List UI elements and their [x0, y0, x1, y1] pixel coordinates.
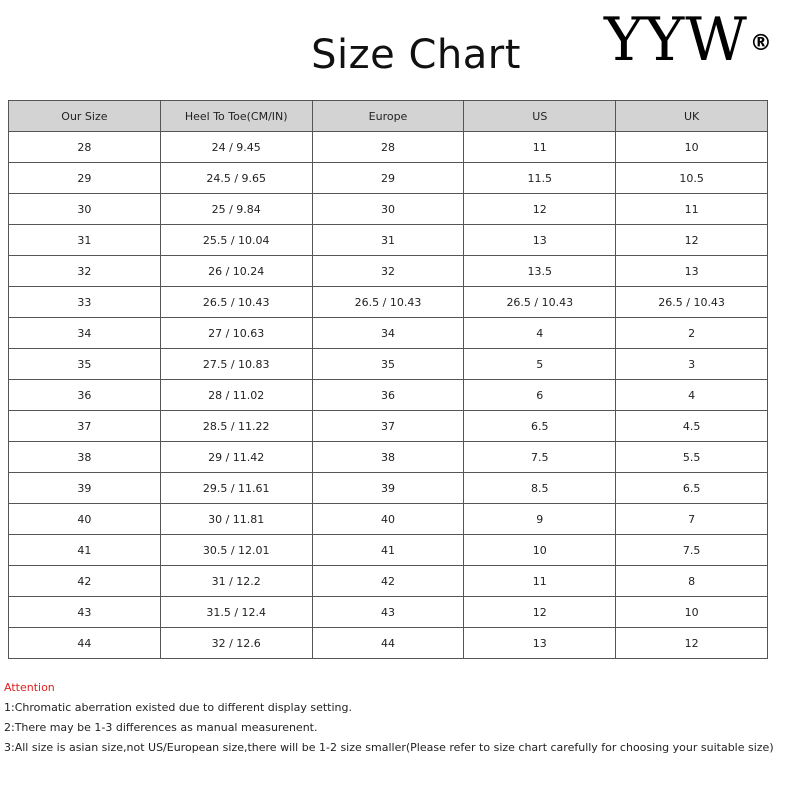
table-row — [9, 318, 768, 349]
cell-us: 10 — [464, 535, 616, 566]
cell-heel-to-toe: 30 / 11.81 — [160, 504, 312, 535]
cell-our-size: 31 — [9, 225, 161, 256]
column-header-europe: Europe — [312, 101, 464, 132]
table-row — [9, 256, 768, 287]
cell-uk: 3 — [616, 349, 768, 380]
table-row — [9, 597, 768, 628]
cell-our-size: 40 — [9, 504, 161, 535]
column-header-us: US — [464, 101, 616, 132]
cell-europe: 44 — [312, 628, 464, 659]
cell-heel-to-toe: 24.5 / 9.65 — [160, 163, 312, 194]
column-header-uk: UK — [616, 101, 768, 132]
column-header-our-size: Our Size — [9, 101, 161, 132]
attention-label: Attention — [4, 681, 55, 694]
cell-us: 12 — [464, 194, 616, 225]
cell-uk: 12 — [616, 225, 768, 256]
table-body — [9, 132, 768, 659]
cell-our-size: 41 — [9, 535, 161, 566]
cell-our-size: 36 — [9, 380, 161, 411]
cell-heel-to-toe: 25 / 9.84 — [160, 194, 312, 225]
cell-our-size: 33 — [9, 287, 161, 318]
cell-uk: 2 — [616, 318, 768, 349]
note-item: 3:All size is asian size,not US/European size,there will be 1-2 size smaller(Please refer to size chart carefully for choosing your suitable size) — [4, 741, 774, 754]
cell-our-size: 43 — [9, 597, 161, 628]
cell-uk: 8 — [616, 566, 768, 597]
cell-our-size: 37 — [9, 411, 161, 442]
cell-us: 6.5 — [464, 411, 616, 442]
cell-europe: 32 — [312, 256, 464, 287]
cell-our-size: 39 — [9, 473, 161, 504]
cell-us: 11 — [464, 566, 616, 597]
cell-europe: 42 — [312, 566, 464, 597]
cell-us: 9 — [464, 504, 616, 535]
cell-heel-to-toe: 30.5 / 12.01 — [160, 535, 312, 566]
cell-heel-to-toe: 26.5 / 10.43 — [160, 287, 312, 318]
cell-europe: 30 — [312, 194, 464, 225]
cell-europe: 38 — [312, 442, 464, 473]
cell-our-size: 34 — [9, 318, 161, 349]
table-row — [9, 349, 768, 380]
cell-europe: 29 — [312, 163, 464, 194]
cell-heel-to-toe: 28 / 11.02 — [160, 380, 312, 411]
cell-uk: 7 — [616, 504, 768, 535]
cell-europe: 35 — [312, 349, 464, 380]
cell-heel-to-toe: 27.5 / 10.83 — [160, 349, 312, 380]
note-item: 1:Chromatic aberration existed due to different display setting. — [4, 701, 352, 714]
table-row — [9, 380, 768, 411]
cell-europe: 36 — [312, 380, 464, 411]
cell-uk: 10 — [616, 132, 768, 163]
cell-europe: 41 — [312, 535, 464, 566]
cell-europe: 37 — [312, 411, 464, 442]
column-header-heel-to-toe: Heel To Toe(CM/IN) — [160, 101, 312, 132]
cell-us: 4 — [464, 318, 616, 349]
cell-uk: 11 — [616, 194, 768, 225]
cell-uk: 6.5 — [616, 473, 768, 504]
cell-europe: 43 — [312, 597, 464, 628]
cell-uk: 4 — [616, 380, 768, 411]
cell-uk: 10 — [616, 597, 768, 628]
cell-us: 13.5 — [464, 256, 616, 287]
cell-uk: 5.5 — [616, 442, 768, 473]
cell-europe: 40 — [312, 504, 464, 535]
cell-uk: 4.5 — [616, 411, 768, 442]
table-row — [9, 535, 768, 566]
cell-uk: 10.5 — [616, 163, 768, 194]
page-title: Size Chart — [311, 32, 521, 78]
cell-uk: 12 — [616, 628, 768, 659]
cell-heel-to-toe: 32 / 12.6 — [160, 628, 312, 659]
cell-our-size: 30 — [9, 194, 161, 225]
table-row — [9, 163, 768, 194]
note-item: 2:There may be 1-3 differences as manual measurenent. — [4, 721, 318, 734]
cell-uk: 7.5 — [616, 535, 768, 566]
cell-our-size: 32 — [9, 256, 161, 287]
cell-heel-to-toe: 26 / 10.24 — [160, 256, 312, 287]
table-row — [9, 504, 768, 535]
table-row — [9, 628, 768, 659]
cell-heel-to-toe: 24 / 9.45 — [160, 132, 312, 163]
cell-us: 11 — [464, 132, 616, 163]
table-row — [9, 566, 768, 597]
cell-our-size: 35 — [9, 349, 161, 380]
cell-us: 13 — [464, 225, 616, 256]
cell-uk: 13 — [616, 256, 768, 287]
cell-heel-to-toe: 29 / 11.42 — [160, 442, 312, 473]
table-row — [9, 225, 768, 256]
table-row — [9, 132, 768, 163]
cell-europe: 34 — [312, 318, 464, 349]
cell-us: 5 — [464, 349, 616, 380]
cell-europe: 39 — [312, 473, 464, 504]
size-table — [8, 100, 768, 659]
cell-us: 8.5 — [464, 473, 616, 504]
notes-section — [4, 681, 774, 761]
registered-mark: ® — [749, 31, 773, 56]
brand-logo — [604, 4, 773, 76]
table-row — [9, 411, 768, 442]
table-header-row — [9, 101, 768, 132]
cell-us: 12 — [464, 597, 616, 628]
table-row — [9, 287, 768, 318]
table-row — [9, 473, 768, 504]
cell-us: 7.5 — [464, 442, 616, 473]
cell-heel-to-toe: 28.5 / 11.22 — [160, 411, 312, 442]
cell-our-size: 28 — [9, 132, 161, 163]
cell-heel-to-toe: 31.5 / 12.4 — [160, 597, 312, 628]
cell-heel-to-toe: 27 / 10.63 — [160, 318, 312, 349]
table-row — [9, 194, 768, 225]
cell-europe: 28 — [312, 132, 464, 163]
cell-us: 11.5 — [464, 163, 616, 194]
cell-us: 13 — [464, 628, 616, 659]
cell-our-size: 42 — [9, 566, 161, 597]
cell-heel-to-toe: 25.5 / 10.04 — [160, 225, 312, 256]
cell-us: 6 — [464, 380, 616, 411]
table-row — [9, 442, 768, 473]
cell-europe: 31 — [312, 225, 464, 256]
cell-us: 26.5 / 10.43 — [464, 287, 616, 318]
brand-logo-text: YYW — [604, 5, 748, 75]
cell-europe: 26.5 / 10.43 — [312, 287, 464, 318]
cell-heel-to-toe: 31 / 12.2 — [160, 566, 312, 597]
cell-our-size: 29 — [9, 163, 161, 194]
cell-our-size: 38 — [9, 442, 161, 473]
cell-heel-to-toe: 29.5 / 11.61 — [160, 473, 312, 504]
cell-our-size: 44 — [9, 628, 161, 659]
cell-uk: 26.5 / 10.43 — [616, 287, 768, 318]
